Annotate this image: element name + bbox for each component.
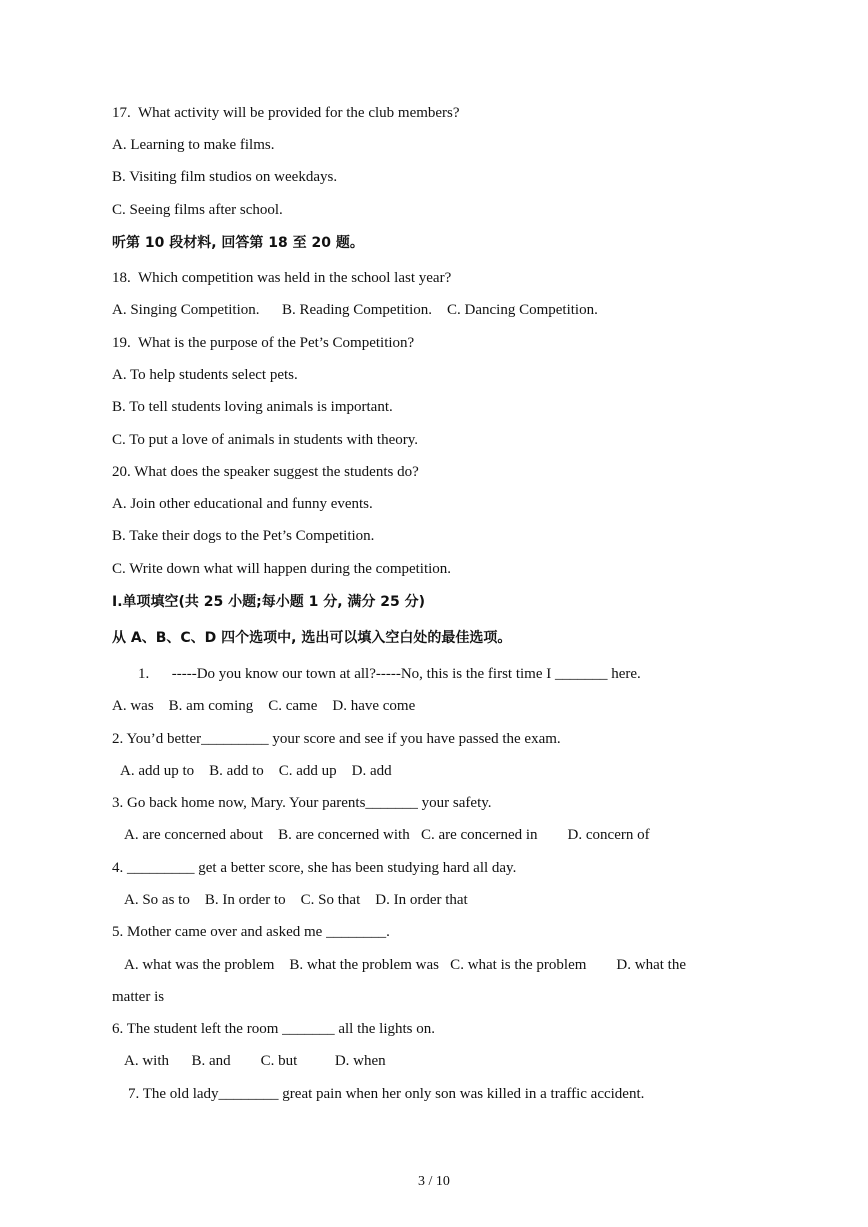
question-2: 2. You’d better_________ your score and see if you have passed the exam.	[112, 731, 561, 747]
question-5: 5. Mother came over and asked me ________.	[112, 924, 390, 940]
option-17-a: A. Learning to make films.	[112, 137, 275, 153]
option-20-b: B. Take their dogs to the Pet’s Competition.	[112, 528, 375, 544]
page-number: 3 / 10	[418, 1174, 450, 1189]
options-2: A. add up to B. add to C. add up D. add	[120, 763, 392, 779]
options-5-continued: matter is	[112, 989, 165, 1005]
section-instruction-choice: 从 A、B、C、D 四个选项中, 选出可以填入空白处的最佳选项。	[112, 630, 512, 646]
options-4: A. So as to B. In order to C. So that D. In order that	[124, 892, 468, 908]
question-17: 17. What activity will be provided for the club members?	[112, 105, 460, 121]
options-5: A. what was the problem B. what the problem was C. what is the problem D. what the	[124, 957, 686, 973]
question-3: 3. Go back home now, Mary. Your parents_______ your safety.	[112, 795, 492, 811]
options-18: A. Singing Competition. B. Reading Competition. C. Dancing Competition.	[112, 302, 598, 318]
option-19-a: A. To help students select pets.	[112, 367, 298, 383]
option-20-c: C. Write down what will happen during the competition.	[112, 561, 452, 577]
section-title-single-choice: I.单项填空(共 25 小题;每小题 1 分, 满分 25 分)	[112, 594, 426, 610]
question-18: 18. Which competition was held in the school last year?	[112, 270, 452, 286]
option-20-a: A. Join other educational and funny events.	[112, 496, 373, 512]
option-17-b: B. Visiting film studios on weekdays.	[112, 169, 338, 185]
question-7: 7. The old lady________ great pain when her only son was killed in a traffic accident.	[128, 1086, 645, 1102]
question-6: 6. The student left the room _______ all the lights on.	[112, 1021, 436, 1037]
option-19-b: B. To tell students loving animals is important.	[112, 399, 393, 415]
question-1: 1. -----Do you know our town at all?-----No, this is the first time I _______ here.	[138, 666, 641, 682]
question-19: 19. What is the purpose of the Pet’s Competition?	[112, 335, 415, 351]
options-3: A. are concerned about B. are concerned with C. are concerned in D. concern of	[124, 827, 650, 843]
option-19-c: C. To put a love of animals in students with theory.	[112, 432, 418, 448]
options-6: A. with B. and C. but D. when	[124, 1053, 386, 1069]
question-4: 4. _________ get a better score, she has been studying hard all day.	[112, 860, 517, 876]
options-1: A. was B. am coming C. came D. have come	[112, 698, 416, 714]
question-20: 20. What does the speaker suggest the students do?	[112, 464, 419, 480]
option-17-c: C. Seeing films after school.	[112, 202, 283, 218]
section-instruction-10: 听第 10 段材料, 回答第 18 至 20 题。	[112, 235, 364, 251]
